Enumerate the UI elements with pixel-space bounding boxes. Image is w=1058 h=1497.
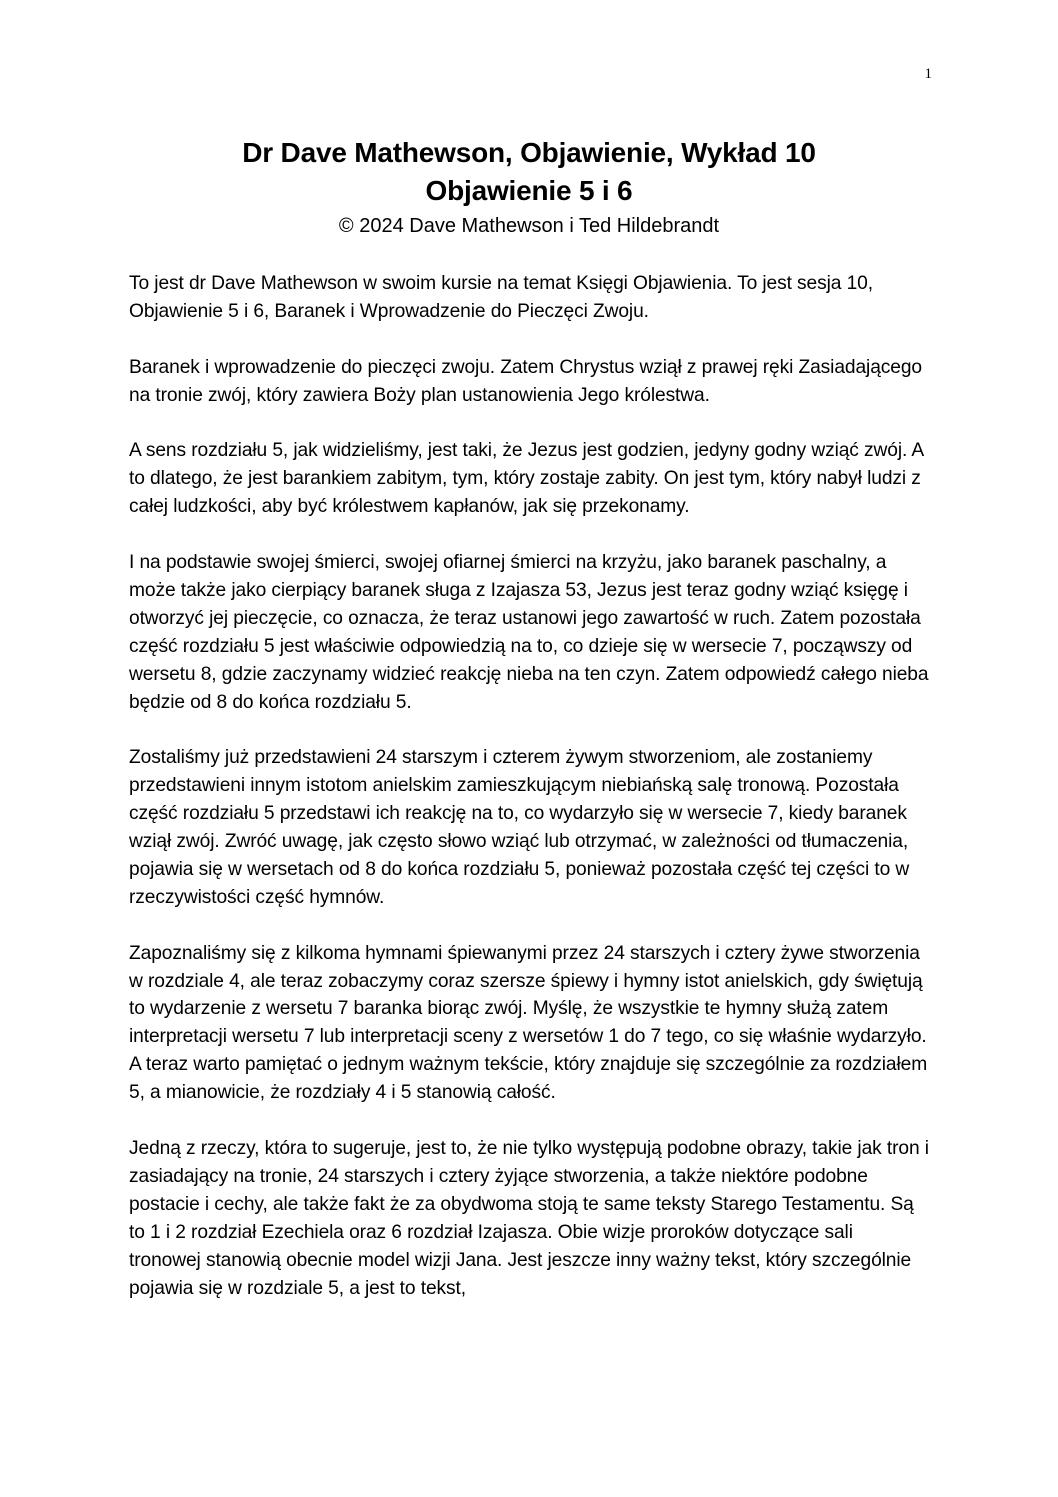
paragraph: Zapoznaliśmy się z kilkoma hymnami śpiewanymi przez 24 starszych i cztery żywe stworzenia w rozdziale 4, ale teraz zobaczymy coraz szersze śpiewy i hymny istot anielskich, gdy świętują to wydarzenie z wersetu 7 baranka biorąc zwój. Myślę, że wszystkie te hymny służą zatem interpretacji wersetu 7 lub interpretacji sceny z wersetów 1 do 7 tego, co się właśnie wydarzyło. A teraz warto pamiętać o jednym ważnym tekście, który znajduje się szczególnie za rozdziałem 5, a mianowicie, że rozdziały 4 i 5 stanowią całość. xyxy=(129,942,928,1104)
document-title: Dr Dave Mathewson, Objawienie, Wykład 10 xyxy=(242,137,816,168)
copyright-line: © 2024 Dave Mathewson i Ted Hildebrandt xyxy=(338,215,720,237)
document-subtitle: Objawienie 5 i 6 xyxy=(425,175,633,206)
page-number: 1 xyxy=(924,66,932,82)
paragraph: To jest dr Dave Mathewson w swoim kursie na temat Księgi Objawienia. To jest sesja 10, Objawienie 5 i 6, Baranek i Wprowadzenie do Pieczęci Zwoju. xyxy=(129,273,873,322)
document-body xyxy=(129,270,929,1330)
paragraph: Zostaliśmy już przedstawieni 24 starszym i czterem żywym stworzeniom, ale zostaniemy przedstawieni innym istotom anielskim zamieszkującym niebiańską salę tronową. Pozostała część rozdziału 5 przedstawi ich reakcję na to, co wydarzyło się w wersecie 7, kiedy baranek wziął zwój. Zwróć uwagę, jak często słowo wziąć lub otrzymać, w zależności od tłumaczenia, pojawia się w wersetach od 8 do końca rozdziału 5, ponieważ pozostała część tej części to w rzeczywistości część hymnów. xyxy=(129,747,910,908)
paragraph: Jedną z rzeczy, która to sugeruje, jest to, że nie tylko występują podobne obrazy, takie jak tron i zasiadający na tronie, 24 starszych i cztery żyjące stworzenia, a także niektóre podobne postacie i cechy, ale także fakt że za obydwoma stoją te same teksty Starego Testamentu. Są to 1 i 2 rozdział Ezechiela oraz 6 rozdział Izajasza. Obie wizje proroków dotyczące sali tronowej stanowią obecnie model wizji Jana. Jest jeszcze inny ważny tekst, który szczególnie pojawia się w rozdziale 5, a jest to tekst, xyxy=(129,1138,929,1299)
paragraph: Baranek i wprowadzenie do pieczęci zwoju. Zatem Chrystus wziął z prawej ręki Zasiadającego na tronie zwój, który zawiera Boży plan ustanowienia Jego królestwa. xyxy=(129,356,922,406)
paragraph: I na podstawie swojej śmierci, swojej ofiarnej śmierci na krzyżu, jako baranek paschalny, a może także jako cierpiący baranek sługa z Izajasza 53, Jezus jest teraz godny wziąć księgę i otworzyć jej pieczęcie, co oznacza, że teraz ustanowi jego zawartość w ruch. Zatem pozostała część rozdziału 5 jest właściwie odpowiedzią na to, co dzieje się w wersecie 7, począwszy od wersetu 8, gdzie zaczynamy widzieć reakcję nieba na ten czyn. Zatem odpowiedź całego nieba będzie od 8 do końca rozdziału 5. xyxy=(129,552,929,713)
title-block xyxy=(0,134,1058,240)
paragraph: A sens rozdziału 5, jak widzieliśmy, jest taki, że Jezus jest godzien, jedyny godny wziąć zwój. A to dlatego, że jest barankiem zabitym, tym, który zostaje zabity. On jest tym, który nabył ludzi z całej ludzkości, aby być królestwem kapłanów, jak się przekonamy. xyxy=(129,440,924,518)
